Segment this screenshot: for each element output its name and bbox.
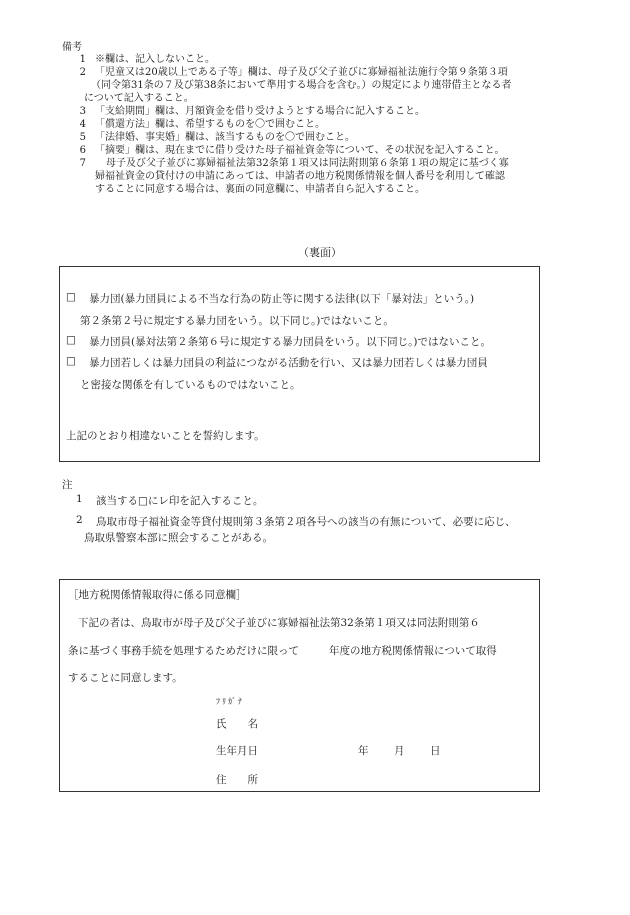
checkbox[interactable]: □ xyxy=(66,355,76,367)
remark-number: 1 xyxy=(79,54,86,65)
name-label: 氏 名 xyxy=(216,718,258,730)
remark-number: 4 xyxy=(79,119,86,130)
declaration-item-text: 暴力団若しくは暴力団員の利益につながる活動を行い、又は暴力団若しくは暴力団員 xyxy=(89,357,488,369)
pledge-text: 上記のとおり相違ないことを誓約します。 xyxy=(66,430,265,442)
declaration-item-text: 第２条第２号に規定する暴力団をいう。以下同じ。)ではないこと。 xyxy=(80,315,394,327)
declaration-item-text: と密接な関係を有しているものではないこと。 xyxy=(80,379,301,391)
remark-text: 「法律婚、事実婚」欄は、該当するものを〇で囲むこと。 xyxy=(95,132,355,143)
declaration-item-text: 暴力団(暴力団員による不当な行為の防止等に関する法律(以下「暴対法」という。) xyxy=(89,293,475,305)
remark-text: ※欄は、記入しないこと。 xyxy=(95,54,215,65)
reverse-side-title: （裏面） xyxy=(298,246,342,259)
consent-title: ［地方税関係情報取得に係る同意欄］ xyxy=(68,589,247,601)
note-text: 該当する□にレ印を記入すること。 xyxy=(96,495,264,507)
remark-text: （同令第31条の７及び第38条において準用する場合を含む。）の規定により連帯借主となる者 xyxy=(91,80,512,91)
remark-text: 母子及び父子並びに寡婦福祉法第32条第１項又は同法附則第６条第１項の規定に基づく寡 xyxy=(106,158,509,169)
note-text: 鳥取県警察本部に照会することがある。 xyxy=(84,532,273,544)
year-label: 年 xyxy=(358,745,369,757)
consent-body-line: 下記の者は、鳥取市が母子及び父子並びに寡婦福祉法第32条第１項又は同法附則第６ xyxy=(78,617,480,629)
remark-text: 「償還方法」欄は、希望するものを〇で囲むこと。 xyxy=(95,119,325,130)
note-number: 1 xyxy=(76,493,83,505)
remark-text: することに同意する場合は、裏面の同意欄に、申請者自ら記入すること。 xyxy=(95,184,425,195)
consent-body-line: 年度の地方税関係情報について取得 xyxy=(329,645,497,657)
remark-text: 婦福祉資金の貸付けの申請にあっては、申請者の地方税関係情報を個人番号を利用して確認 xyxy=(95,171,505,182)
consent-body-line: することに同意します。 xyxy=(68,672,183,684)
remark-number: 6 xyxy=(79,145,86,156)
remark-text: 「摘要」欄は、現在までに借り受けた母子福祉資金等について、その状況を記入すること。 xyxy=(95,145,505,156)
checkbox[interactable]: □ xyxy=(66,334,76,346)
furigana-label: ﾌﾘｶﾞﾅ xyxy=(216,697,244,706)
remark-text: について記入すること。 xyxy=(84,93,194,104)
remark-number: 2 xyxy=(79,67,86,78)
birthdate-label: 生年月日 xyxy=(216,745,258,757)
remark-number: 5 xyxy=(79,132,86,143)
notes-heading: 注 xyxy=(62,479,73,491)
remark-text: 「支給期間」欄は、月額資金を借り受けようとする場合に記入すること。 xyxy=(95,106,425,117)
declaration-item-text: 暴力団員(暴対法第２条第６号に規定する暴力団員をいう。以下同じ。)ではないこと。 xyxy=(89,336,491,348)
address-label: 住 所 xyxy=(216,774,258,786)
remark-number: 7 xyxy=(79,158,86,169)
consent-box xyxy=(59,579,540,792)
checkbox[interactable]: □ xyxy=(66,291,76,303)
remark-number: 3 xyxy=(79,106,86,117)
note-text: 鳥取市母子福祉資金等貸付規則第３条第２項各号への該当の有無について、必要に応じ、 xyxy=(96,516,516,528)
remark-text: 「児童又は20歳以上である子等」欄は、母子及び父子並びに寡婦福祉法施行令第９条第３項 xyxy=(95,67,508,78)
note-number: 2 xyxy=(76,514,83,526)
month-label: 月 xyxy=(394,745,405,757)
consent-body-line: 条に基づく事務手続を処理するためだけに限って xyxy=(68,645,299,657)
remarks-heading: 備考 xyxy=(62,42,82,53)
day-label: 日 xyxy=(430,745,441,757)
